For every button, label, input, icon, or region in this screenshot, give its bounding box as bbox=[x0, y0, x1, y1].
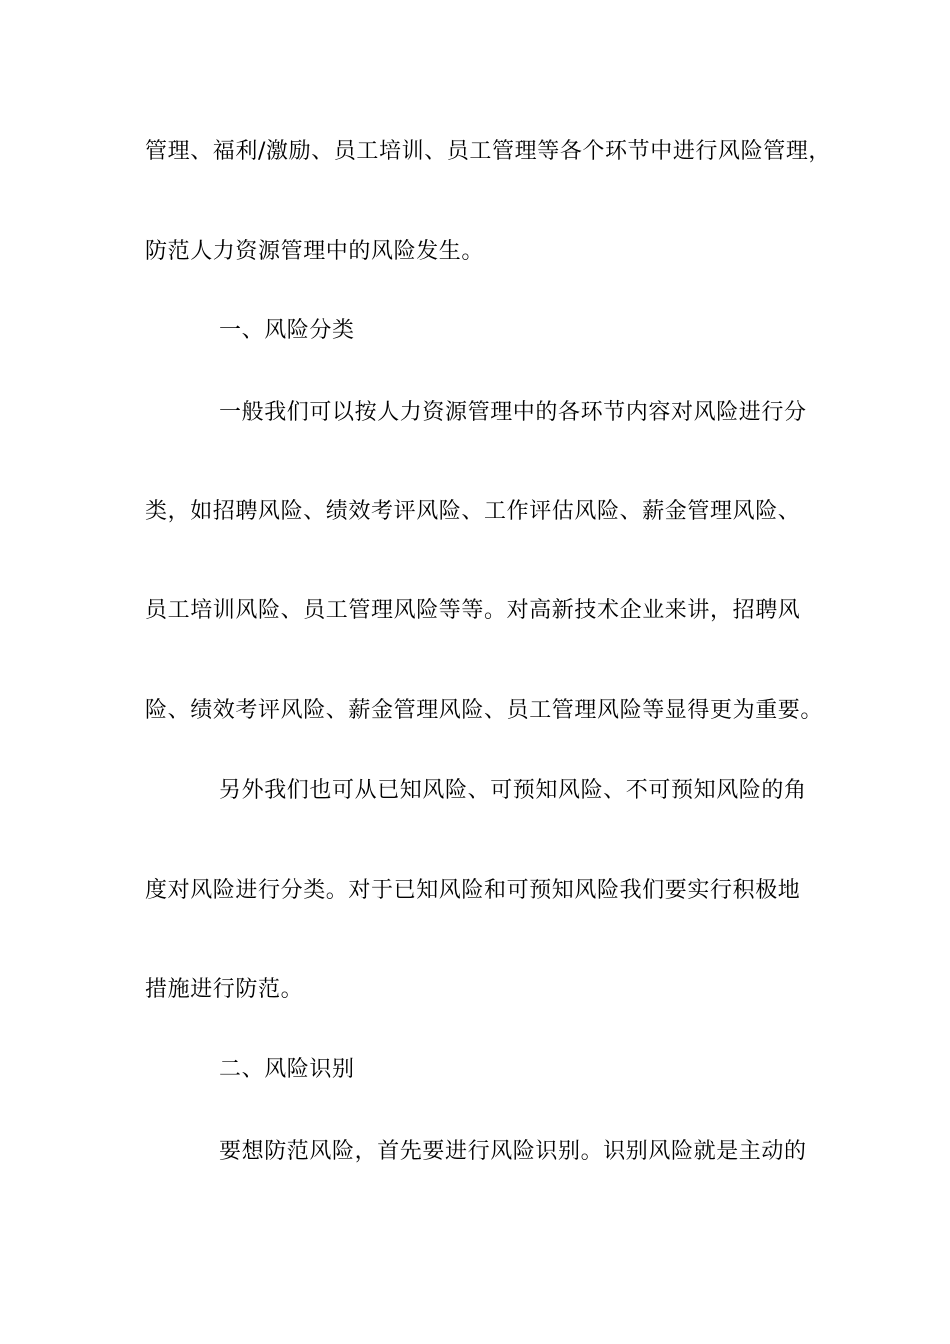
paragraph-line: 度对风险进行分类。对于已知风险和可预知风险我们要实行积极地 bbox=[145, 878, 801, 903]
section-heading: 二、风险识别 bbox=[219, 1057, 355, 1082]
paragraph-line: 险、绩效考评风险、薪金管理风险、员工管理风险等显得更为重要。 bbox=[145, 698, 824, 723]
paragraph-line: 员工培训风险、员工管理风险等等。对高新技术企业来讲，招聘风 bbox=[145, 598, 801, 623]
paragraph-line: 要想防范风险，首先要进行风险识别。识别风险就是主动的 bbox=[219, 1139, 807, 1164]
paragraph-line: 措施进行防范。 bbox=[145, 977, 304, 1002]
section-heading: 一、风险分类 bbox=[219, 318, 355, 343]
paragraph-line: 防范人力资源管理中的风险发生。 bbox=[145, 239, 485, 264]
paragraph-line: 一般我们可以按人力资源管理中的各环节内容对风险进行分 bbox=[219, 400, 807, 425]
paragraph-line: 类，如招聘风险、绩效考评风险、工作评估风险、薪金管理风险、 bbox=[145, 499, 801, 524]
paragraph-line: 另外我们也可从已知风险、可预知风险、不可预知风险的角 bbox=[219, 778, 807, 803]
paragraph-line: 管理、福利/激励、员工培训、员工管理等各个环节中进行风险管理， bbox=[145, 139, 832, 164]
